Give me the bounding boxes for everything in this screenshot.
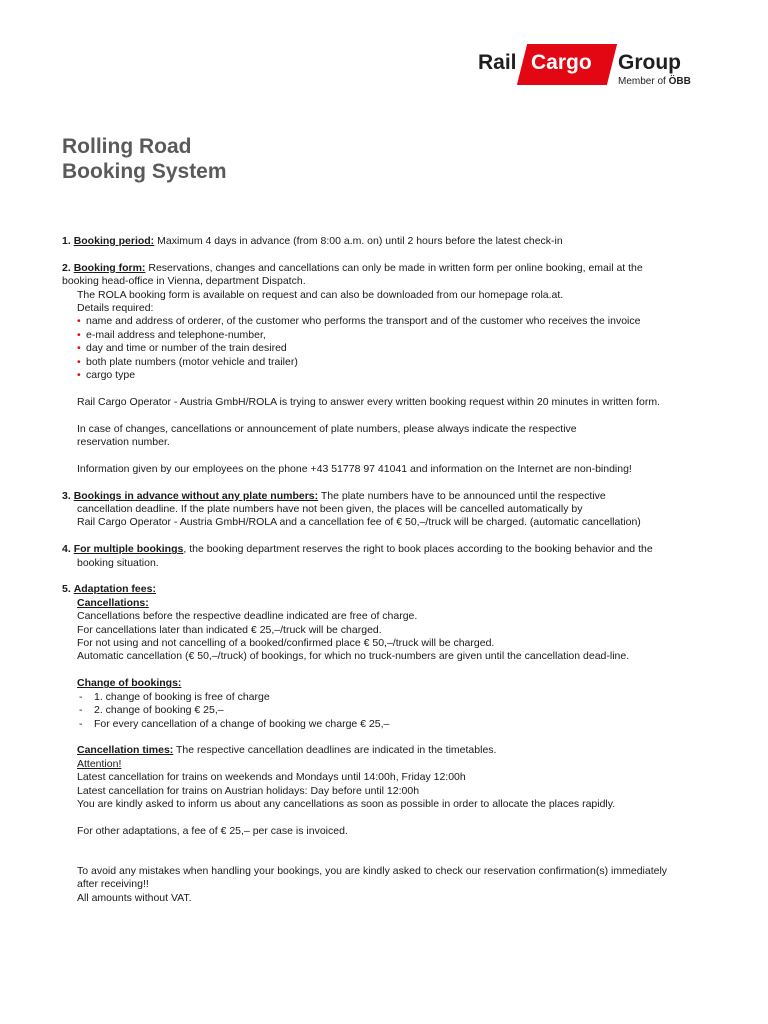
non-binding-paragraph: Information given by our employees on the phone +43 51778 97 41041 and information on the Internet are non-binding! <box>77 462 632 475</box>
change-of-bookings-heading: Change of bookings: <box>77 677 182 690</box>
bullet-icon: • <box>77 315 81 328</box>
logo-member-line <box>618 76 691 87</box>
section-1 <box>62 235 702 248</box>
cancellation-times-text: The respective cancellation deadlines are indicated in the timetables. <box>173 744 497 757</box>
closing-line-3: All amounts without VAT. <box>77 891 192 904</box>
cancellation-rule: For not using and not cancelling of a booked/confirmed place € 50,–/truck will be charged. <box>77 637 495 650</box>
list-item: - 2. change of booking € 25,– <box>79 704 224 717</box>
cancellation-times-heading: Cancellation times: <box>77 744 174 757</box>
cancellation-rule: For cancellations later than indicated € 25,–/truck will be charged. <box>77 623 382 636</box>
section-1-text: Maximum 4 days in advance (from 8:00 a.m. on) until 2 hours before the latest check-in <box>154 235 563 247</box>
section-3-text-1: The plate numbers have to be announced until the respective <box>318 489 606 502</box>
reservation-number-paragraph-1: In case of changes, cancellations or announcement of plate numbers, please always indicate the respective <box>77 422 577 435</box>
section-3-text-2: cancellation deadline. If the plate numbers have not been given, the places will be cancelled automatically by <box>77 503 583 516</box>
document-body <box>62 235 702 905</box>
bullet-icon: • <box>77 369 81 382</box>
section-3 <box>62 490 702 503</box>
list-item: • e-mail address and telephone-number, <box>77 328 266 341</box>
section-2-text-1: Reservations, changes and cancellations can only be made in written form per online booking, email at the <box>145 261 643 274</box>
list-item: • cargo type <box>77 369 136 382</box>
bullet-icon: • <box>77 355 81 368</box>
bullet-icon: • <box>77 328 81 341</box>
section-4-text-2: booking situation. <box>77 556 159 569</box>
section-4-text-1: , the booking department reserves the right to book places according to the booking behavior and the <box>183 543 653 556</box>
title-line-1: Rolling Road <box>62 135 192 158</box>
list-item: • day and time or number of the train desired <box>77 342 287 355</box>
logo-cargo-text: Cargo <box>531 51 592 74</box>
section-2-text-3: The ROLA booking form is available on request and can also be downloaded from our homepage rola.at. <box>77 288 564 301</box>
attention-label: Attention! <box>77 757 122 770</box>
logo-obb: ÖBB <box>668 76 691 87</box>
section-5-number: 5. <box>62 583 71 596</box>
section-1-number: 1. <box>62 235 71 247</box>
reservation-number-paragraph-2: reservation number. <box>77 436 170 449</box>
closing-line-2: after receiving!! <box>77 878 149 891</box>
closing-line-1: To avoid any mistakes when handling your bookings, you are kindly asked to check our reservation confirmation(s) immediately <box>77 864 668 877</box>
section-5 <box>62 583 702 596</box>
list-item: - 1. change of booking is free of charge <box>79 690 270 703</box>
cancellation-rule: Automatic cancellation (€ 50,–/truck) of bookings, for which no truck-numbers are given until the cancellation dead-line. <box>77 650 630 663</box>
cancellation-time-line: You are kindly asked to inform us about any cancellations as soon as possible in order to allocate the places rapidly. <box>77 797 616 810</box>
section-3-text-3: Rail Cargo Operator - Austria GmbH/ROLA and a cancellation fee of € 50,–/truck will be charged. (automatic cancellation) <box>77 516 641 529</box>
section-4 <box>62 543 702 556</box>
response-time-paragraph: Rail Cargo Operator - Austria GmbH/ROLA is trying to answer every written booking request within 20 minutes in written form. <box>77 395 660 408</box>
cancellation-times <box>62 744 702 757</box>
rail-cargo-group-logo <box>478 42 708 92</box>
logo-rail-text: Rail <box>478 51 517 74</box>
list-item: • name and address of orderer, of the customer who performs the transport and of the customer who receives the invoice <box>77 315 641 328</box>
cancellation-time-line: Latest cancellation for trains on weekends and Mondays until 14:00h, Friday 12:00h <box>77 771 466 784</box>
list-item: - For every cancellation of a change of booking we charge € 25,– <box>79 717 390 730</box>
section-1-heading: Booking period: <box>73 235 155 247</box>
list-item: • both plate numbers (motor vehicle and trailer) <box>77 355 298 368</box>
section-3-heading: Bookings in advance without any plate numbers: <box>73 489 319 502</box>
section-2 <box>62 262 702 275</box>
section-5-heading: Adaptation fees: <box>73 583 156 596</box>
section-4-number: 4. <box>62 543 71 556</box>
logo-member-prefix: Member of <box>618 76 666 87</box>
cancellations-heading: Cancellations: <box>77 596 149 609</box>
cancellation-rule: Cancellations before the respective deadline indicated are free of charge. <box>77 610 418 623</box>
details-label: Details required: <box>77 302 154 315</box>
page-title <box>62 134 227 184</box>
section-2-number: 2. <box>62 261 71 274</box>
logo-group-text: Group <box>618 51 681 74</box>
cancellation-time-line: Latest cancellation for trains on Austrian holidays: Day before until 12:00h <box>77 784 420 797</box>
section-2-text-2: booking head-office in Vienna, department Dispatch. <box>62 275 306 288</box>
other-adaptations: For other adaptations, a fee of € 25,– per case is invoiced. <box>77 824 348 837</box>
bullet-icon: • <box>77 342 81 355</box>
section-3-number: 3. <box>62 489 71 502</box>
title-line-2: Booking System <box>62 160 227 183</box>
section-2-heading: Booking form: <box>73 261 146 274</box>
section-4-heading: For multiple bookings <box>73 543 184 556</box>
